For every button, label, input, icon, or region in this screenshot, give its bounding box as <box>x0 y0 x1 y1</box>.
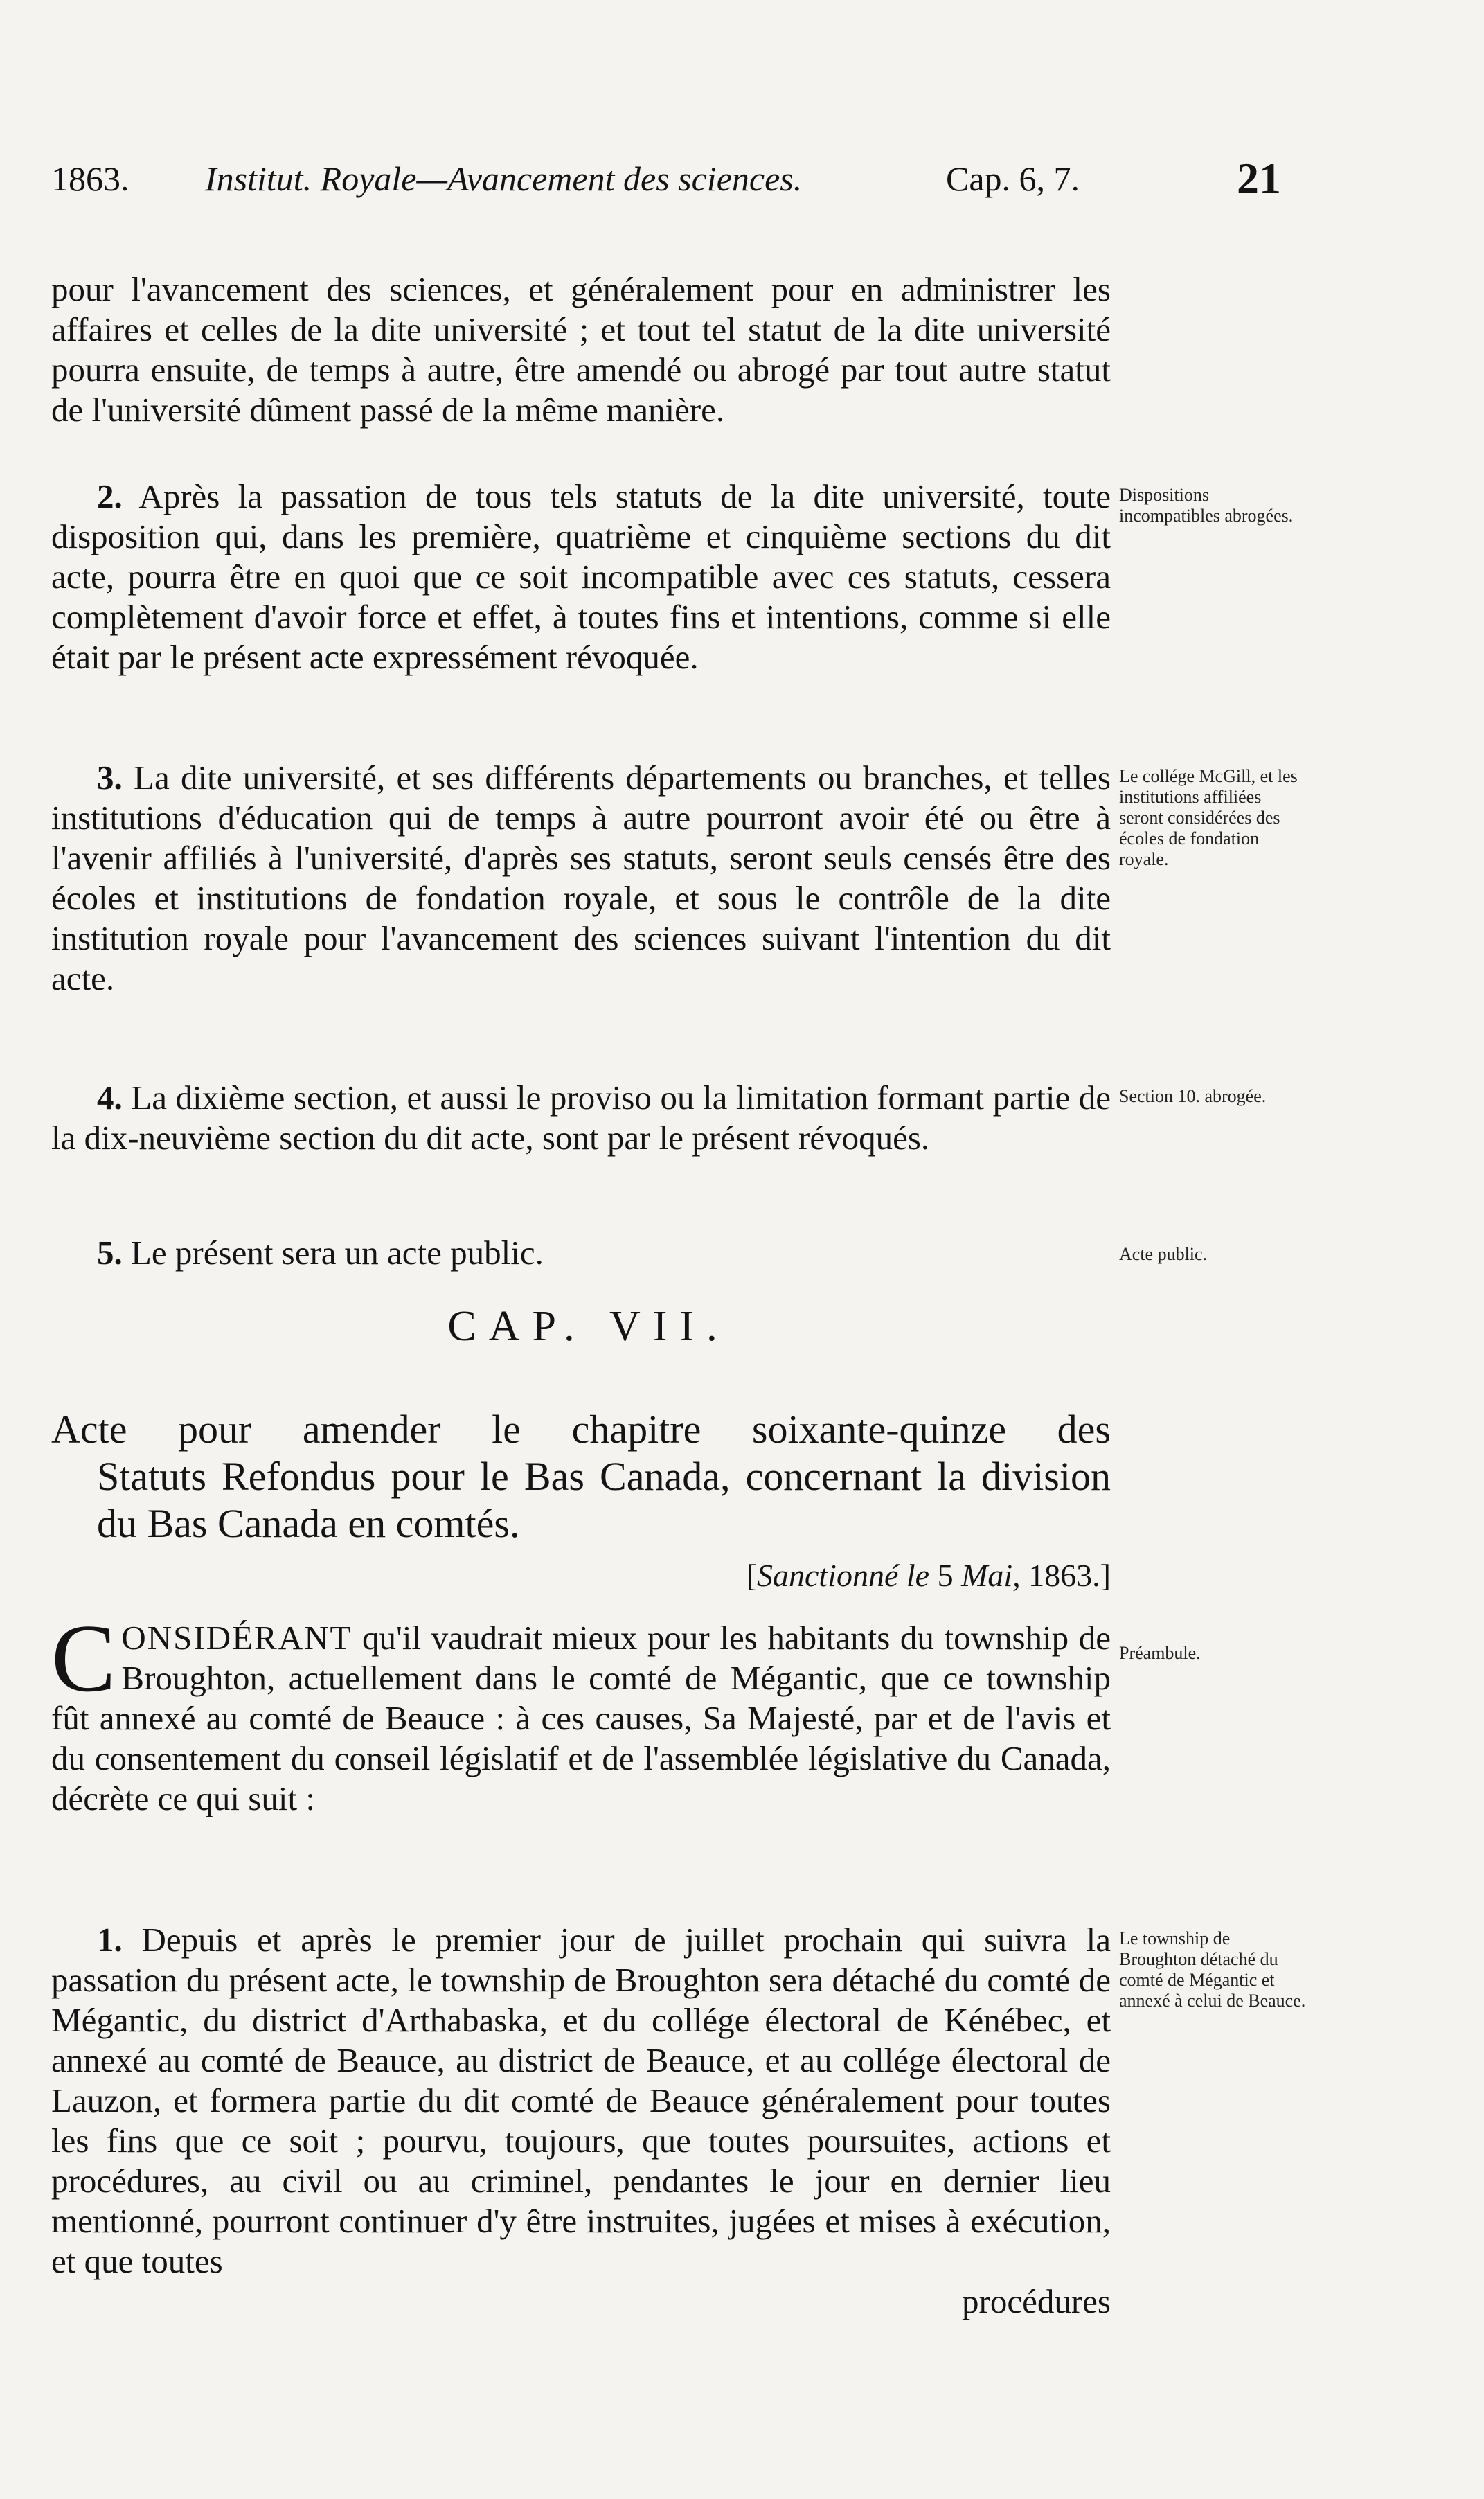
drop-cap: C <box>51 1605 116 1712</box>
sanction-day: 5 <box>929 1558 962 1593</box>
section-number: 2. <box>97 477 123 515</box>
section-text: Depuis et après le premier jour de juillet prochain qui suivra la passation du présent acte, le township de Broughton sera détaché du comté de Mégantic, du district d'Arthabaska, et du collége électoral de Kénébec, et annexé au comté de Beauce, au district de Beauce, et au collége électoral de Lauzon, et formera partie du dit comté de Beauce généralement pour toutes les fins que ce soit ; pourvu, toujours, que toutes poursuites, actions et procédures, au civil ou au criminel, pendantes le jour en dernier lieu mentionné, pourront continuer d'y être instruites, jugées et mises à exécution, et que toutes <box>51 1921 1111 2280</box>
intro-text: pour l'avancement des sciences, et généralement pour en administrer les affaires et celles de la dite université ; et tout tel statut de la dite université pourra ensuite, de temps à autre, être amendé ou abrogé par tout autre statut de l'université dûment passé de la même manière. <box>51 270 1111 429</box>
sanction-label: Sanctionné le <box>756 1558 930 1593</box>
act-title-rest: Statuts Refondus pour le Bas Canada, concernant la division du Bas Canada en comtés. <box>97 1454 1111 1546</box>
section-5 <box>51 1233 1111 1273</box>
section-text: Après la passation de tous tels statuts de la dite université, toute disposition qui, dans les première, quatrième et cinquième sections du dit acte, pourra être en quoi que ce soit incompatible avec ces statuts, cessera complètement d'avoir force et effet, à toutes fins et intentions, comme si elle était par le présent acte expressément révoquée. <box>51 477 1111 676</box>
preamble <box>51 1605 1111 1819</box>
section-number: 5. <box>97 1234 123 1272</box>
margin-note-preamble: Préambule. <box>1119 1643 1201 1663</box>
sanction-date <box>51 1557 1111 1594</box>
section-text: La dixième section, et aussi le proviso ou la limitation formant partie de la dix-neuvième section du dit acte, sont par le présent révoqués. <box>51 1078 1111 1157</box>
act-title <box>51 1406 1111 1547</box>
section-3 <box>51 758 1111 999</box>
section-1-cap7 <box>51 1920 1111 2322</box>
section-2 <box>51 477 1111 677</box>
catchword: procédures <box>962 2282 1111 2320</box>
margin-note-section-2: Dispositions incompatibles abrogées. <box>1119 485 1294 526</box>
margin-note-section-5: Acte public. <box>1119 1244 1208 1264</box>
sanction-month: Mai, <box>961 1558 1021 1593</box>
section-number: 4. <box>97 1078 123 1117</box>
section-number: 3. <box>97 758 123 797</box>
section-text: Le présent sera un acte public. <box>131 1234 544 1272</box>
margin-note-section-1-cap7: Le township de Broughton détaché du comté de Mégantic et annexé à celui de Beauce. <box>1119 1928 1306 2011</box>
intro-paragraph <box>51 235 1111 464</box>
header-title: Institut. Royale—Avancement des sciences. <box>205 159 803 198</box>
section-text: La dite université, et ses différents départements ou branches, et telles institutions d'éducation qui de temps à autre pourront avoir été ou être à l'avenir affiliés à l'université, d'après ses statuts, seront seuls censés être des écoles et institutions de fondation royale, et sous le contrôle de la dite institution royale pour l'avancement des sciences suivant l'intention du dit acte. <box>51 758 1111 997</box>
preamble-opening: ONSIDÉRANT <box>121 1619 352 1657</box>
sanction-bracket: [ <box>746 1558 757 1593</box>
section-4 <box>51 1078 1111 1158</box>
act-title-line1: Acte pour amender le chapitre soixante-quinze des <box>51 1407 1111 1452</box>
section-number: 1. <box>97 1921 123 1959</box>
sanction-year: 1863.] <box>1020 1558 1111 1593</box>
chapter-heading: CAP. VII. <box>447 1303 730 1350</box>
header-year: 1863. <box>51 159 129 198</box>
page-number: 21 <box>1237 154 1281 203</box>
header-chapter: Cap. 6, 7. <box>946 159 1080 198</box>
margin-note-section-4: Section 10. abrogée. <box>1119 1086 1267 1106</box>
margin-note-section-3: Le collége McGill, et les institutions affiliées seront considérées des écoles de fondation royale. <box>1119 766 1298 869</box>
preamble-text: qu'il vaudrait mieux pour les habitants du township de Broughton, actuellement dans le comté de Mégantic, que ce township fût annexé au comté de Beauce : à ces causes, Sa Majesté, par et de l'avis et du consentement du conseil législatif et de l'assemblée législative du Canada, décrète ce qui suit : <box>51 1619 1111 1817</box>
running-header <box>51 151 1298 206</box>
